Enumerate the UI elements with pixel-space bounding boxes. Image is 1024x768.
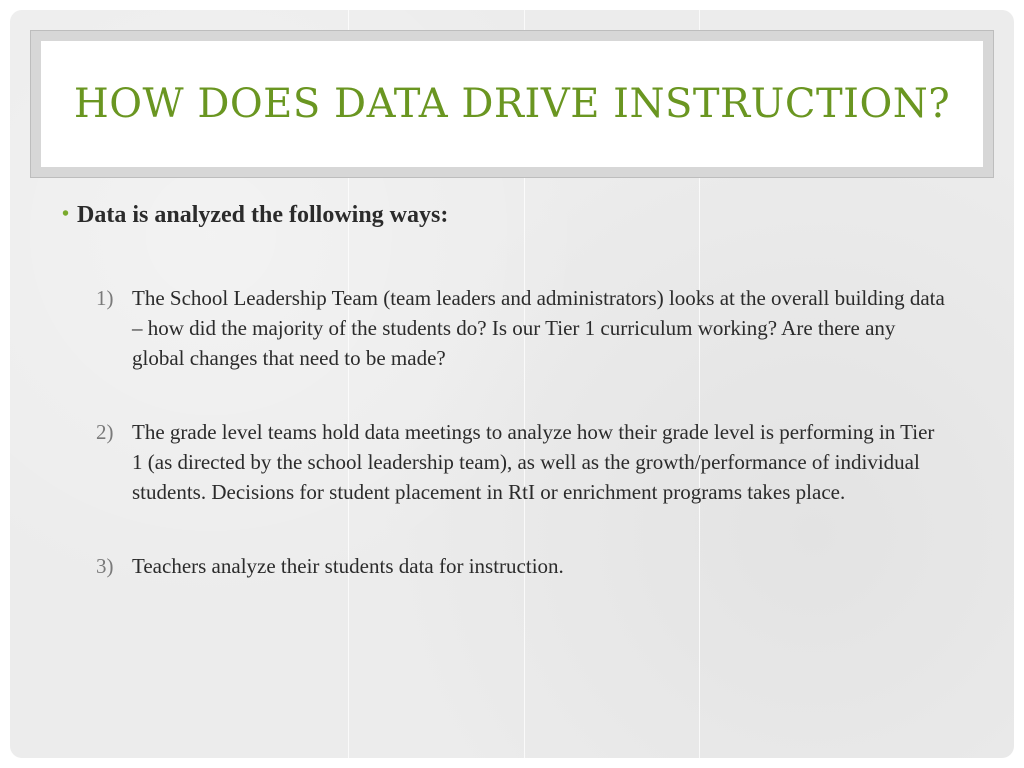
title-frame [30,30,994,178]
slide-title: HOW DOES DATA DRIVE INSTRUCTION? [73,81,951,127]
list-item [62,283,972,373]
list-item-number: 3) [96,554,114,578]
list-item-text: The School Leadership Team (team leaders and administrators) looks at the overall building data – how did the majority of the students do? Is our Tier 1 curriculum working? Are there any global changes that need to be made? [132,286,945,370]
list-item-number: 1) [96,286,114,310]
list-item [62,551,972,581]
slide [10,10,1014,758]
list-item [62,417,972,507]
list-item-text: The grade level teams hold data meetings to analyze how their grade level is performing in Tier 1 (as directed by the school leadership team), as well as the growth/performance of individual students. Decisions for student placement in RtI or enrichment programs takes place. [132,420,935,504]
title-box [41,41,983,167]
numbered-list [62,283,972,581]
list-item-text: Teachers analyze their students data for instruction. [132,554,564,578]
slide-content [62,202,972,625]
bullet-dot-icon: • [62,203,70,225]
list-item-number: 2) [96,420,114,444]
main-bullet-text: Data is analyzed the following ways: [77,202,449,228]
main-bullet [62,202,972,229]
